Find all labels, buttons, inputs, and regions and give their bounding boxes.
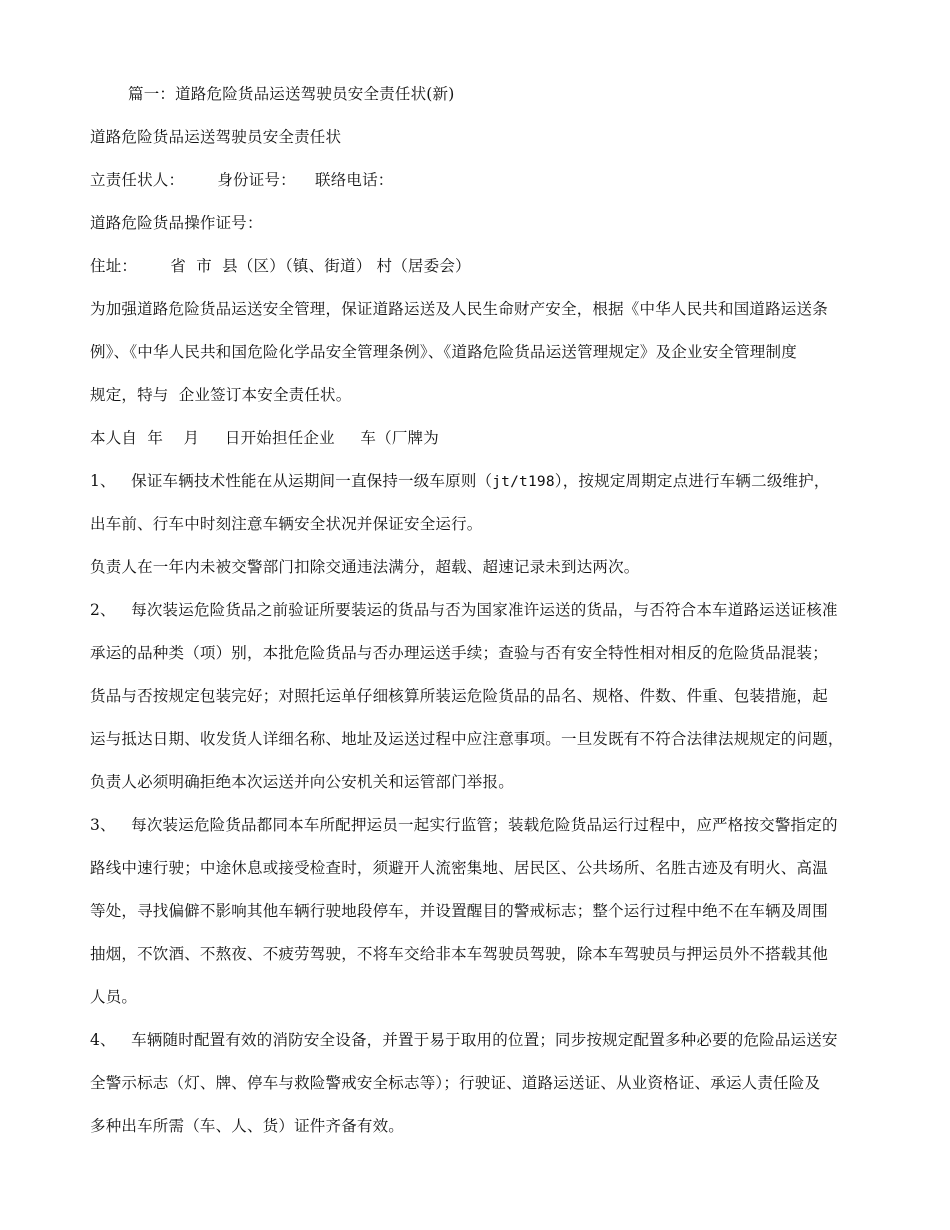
phone-label: 联络电话： bbox=[315, 171, 394, 189]
item-3-line-5: 人员。 bbox=[90, 988, 138, 1006]
item-2-line-5: 负责人必须明确拒绝本次运送并向公安机关和运管部门举报。 bbox=[90, 773, 514, 791]
item-4-line-3: 多种出车所需（车、人、货）证件齐备有效。 bbox=[90, 1117, 405, 1135]
item-3-line-1: 3、 每次装运危险货品都同本车所配押运员一起实行监管；装载危险货品运行过程中，应严格按交警指定的 bbox=[90, 816, 838, 834]
intro-line-3: 规定，特与 企业签订本安全责任状。 bbox=[90, 386, 352, 404]
item-1-text-b: ），按规定周期定点进行车辆二级维护， bbox=[554, 472, 830, 490]
responsible-person-label: 立责任状人： bbox=[90, 171, 185, 189]
item-4-line-2: 全警示标志（灯、牌、停车与救险警戒安全标志等）；行驶证、道路运送证、从业资格证、承运人责任险及 bbox=[90, 1074, 821, 1092]
document-title: 篇一：道路危险货品运送驾驶员安全责任状(新) bbox=[128, 85, 455, 103]
address-line bbox=[90, 256, 870, 277]
item-3-line-4: 抽烟，不饮酒、不熬夜、不疲劳驾驶，不将车交给非本车驾驶员驾驶，除本车驾驶员与押运员外不搭载其他 bbox=[90, 945, 828, 963]
person-info-line bbox=[90, 170, 870, 191]
intro-line-1: 为加强道路危险货品运送安全管理，保证道路运送及人民生命财产安全，根据《中华人民共和国道路运送条 bbox=[90, 300, 828, 318]
address-label: 住址： bbox=[90, 257, 138, 275]
item-2-line-1: 2、 每次装运危险货品之前验证所要装运的货品与否为国家准许运送的货品，与否符合本车道路运送证核准 bbox=[90, 601, 838, 619]
standard-code: jt/t198 bbox=[492, 474, 555, 490]
item-1-text-a: 1、 保证车辆技术性能在从运期间一直保持一级车原则（ bbox=[90, 472, 493, 490]
item-3-line-3: 等处，寻找偏僻不影响其他车辆行驶地段停车，并设置醒目的警戒标志；整个运行过程中绝不在车辆及周围 bbox=[90, 902, 828, 920]
operation-cert-label: 道路危险货品操作证号： bbox=[90, 214, 263, 232]
item-2-line-2: 承运的品种类（项）别，本批危险货品与否办理运送手续；查验与否有安全特性相对相反的危险货品混装； bbox=[90, 644, 828, 662]
item-3-line-2: 路线中速行驶；中途休息或接受检查时，须避开人流密集地、居民区、公共场所、名胜古迹及有明火、高温 bbox=[90, 859, 828, 877]
item-2-line-4: 运与抵达日期、收发货人详细名称、地址及运送过程中应注意事项。一旦发既有不符合法律法规规定的问题， bbox=[90, 730, 844, 748]
item-1-line-2: 出车前、行车中时刻注意车辆安全状况并保证安全运行。 bbox=[90, 515, 483, 533]
note-line: 负责人在一年内未被交警部门扣除交通违法满分，超载、超速记录未到达两次。 bbox=[90, 558, 640, 576]
id-number-label: 身份证号： bbox=[217, 171, 296, 189]
document-page bbox=[90, 84, 870, 1159]
item-4-line-1: 4、 车辆随时配置有效的消防安全设备，并置于易于取用的位置；同步按规定配置多种必要的危险品运送安 bbox=[90, 1031, 838, 1049]
item-1-line-1 bbox=[90, 471, 870, 492]
item-2-line-3: 货品与否按规定包装完好；对照托运单仔细核算所装运危险货品的品名、规格、件数、件重、包装措施，起 bbox=[90, 687, 828, 705]
address-parts: 省 市 县（区）（镇、街道） 村（居委会） bbox=[170, 257, 471, 275]
intro-line-2: 例》、《中华人民共和国危险化学品安全管理条例》、《道路危险货品运送管理规定》及企业安全管理制度 bbox=[90, 343, 797, 361]
document-subtitle: 道路危险货品运送驾驶员安全责任状 bbox=[90, 128, 342, 146]
start-line: 本人自 年 月 日开始担任企业 车（厂牌为 bbox=[90, 429, 439, 447]
